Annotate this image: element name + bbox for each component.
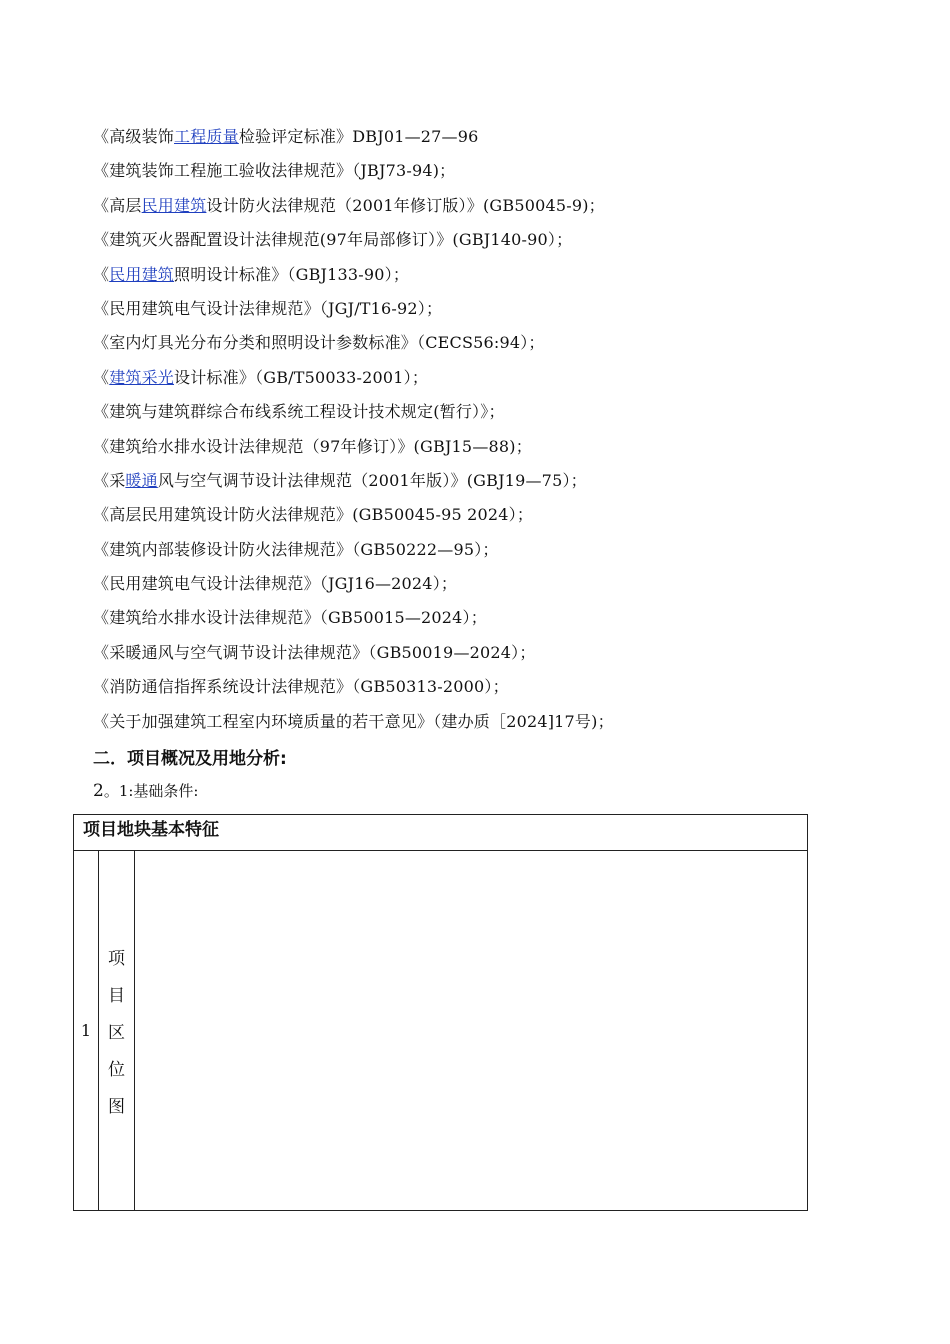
subsection-title: 。1:基础条件:: [103, 782, 199, 800]
reference-line: [93, 603, 853, 637]
reference-text: 《建筑灭火器配置设计法律规范(97年局部修订）》(GBJ140-90）；: [93, 230, 573, 250]
reference-text: 《采暖通风与空气调节设计法律规范》（GB50019—2024）；: [93, 642, 536, 662]
reference-line: [93, 432, 853, 466]
reference-text: 《建筑装饰工程施工验收法律规范》（JBJ73-94)；: [93, 161, 456, 181]
reference-text: 《高层: [93, 195, 142, 215]
reference-text: 《消防通信指挥系统设计法律规范》（GB50313-2000）；: [93, 677, 509, 697]
row-number: 1: [80, 1021, 92, 1040]
reference-link[interactable]: 建筑采光: [109, 367, 175, 387]
reference-line: [93, 156, 853, 190]
location-map-cell: [135, 851, 807, 1210]
reference-line: [93, 638, 853, 672]
reference-line: [93, 672, 853, 706]
reference-text: 照明设计标准》（GBJ133-90）；: [174, 264, 410, 284]
reference-line: [93, 328, 853, 362]
reference-line: [93, 122, 853, 156]
reference-text: 《: [93, 264, 110, 284]
reference-text: 《建筑内部装修设计防火法律规范》（GB50222—95）；: [93, 539, 499, 559]
reference-text: 《建筑给水排水设计法律规范（97年修订）》(GBJ15—88)；: [93, 436, 532, 456]
reference-text: 《关于加强建筑工程室内环境质量的若干意见》（建办质［2024]17号)；: [93, 711, 614, 731]
site-feature-table: [73, 814, 808, 1211]
row-label-char: 区: [108, 1023, 125, 1043]
row-label-cell: [99, 851, 135, 1210]
reference-line: [93, 569, 853, 603]
reference-list: [93, 122, 853, 741]
row-number-cell: [74, 851, 99, 1210]
reference-text: 设计标准》（GB/T50033-2001）；: [174, 367, 429, 387]
row-label-char: 目: [108, 986, 125, 1006]
section-heading: 二．项目概况及用地分析:: [93, 749, 287, 769]
row-label-char: 项: [108, 949, 125, 969]
reference-line: [93, 363, 853, 397]
row-label-vertical: [108, 944, 125, 1117]
table-header: 项目地块基本特征: [74, 815, 807, 851]
reference-text: 检验评定标准》DBJ01—27—96: [238, 127, 479, 146]
reference-text: 《建筑与建筑群综合布线系统工程设计技术规定(暂行）》；: [93, 402, 505, 422]
reference-line: [93, 707, 853, 741]
reference-line: [93, 294, 853, 328]
reference-text: 《采: [93, 470, 126, 490]
reference-text: 设计防火法律规范（2001年修订版）》(GB50045-9)；: [206, 195, 605, 215]
reference-line: [93, 191, 853, 225]
reference-line: [93, 500, 853, 534]
reference-text: 《室内灯具光分布分类和照明设计参数标准》（CECS56:94）；: [93, 333, 545, 353]
reference-link[interactable]: 民用建筑: [141, 195, 207, 215]
reference-line: [93, 535, 853, 569]
reference-text: 《高层民用建筑设计防火法律规范》(GB50045-95 2024）；: [93, 505, 534, 525]
row-label-char: 位: [108, 1060, 125, 1080]
reference-link[interactable]: 暖通: [125, 470, 158, 490]
reference-line: [93, 466, 853, 500]
reference-line: [93, 260, 853, 294]
reference-line: [93, 397, 853, 431]
reference-link[interactable]: 民用建筑: [109, 264, 175, 284]
reference-text: 《建筑给水排水设计法律规范》（GB50015—2024）；: [93, 608, 487, 628]
reference-line: [93, 225, 853, 259]
subsection-number: 2: [93, 781, 104, 801]
reference-text: 《民用建筑电气设计法律规范》（JGJ16—2024）；: [93, 574, 458, 594]
reference-text: 风与空气调节设计法律规范（2001年版）》(GBJ19—75）；: [157, 470, 587, 490]
subsection-heading: [93, 780, 198, 801]
reference-text: 《民用建筑电气设计法律规范》（JGJ/T16-92）；: [93, 298, 443, 318]
reference-text: 《高级装饰: [93, 127, 175, 146]
reference-link[interactable]: 工程质量: [174, 127, 239, 146]
reference-text: 《: [93, 367, 110, 387]
row-label-char: 图: [108, 1097, 125, 1117]
